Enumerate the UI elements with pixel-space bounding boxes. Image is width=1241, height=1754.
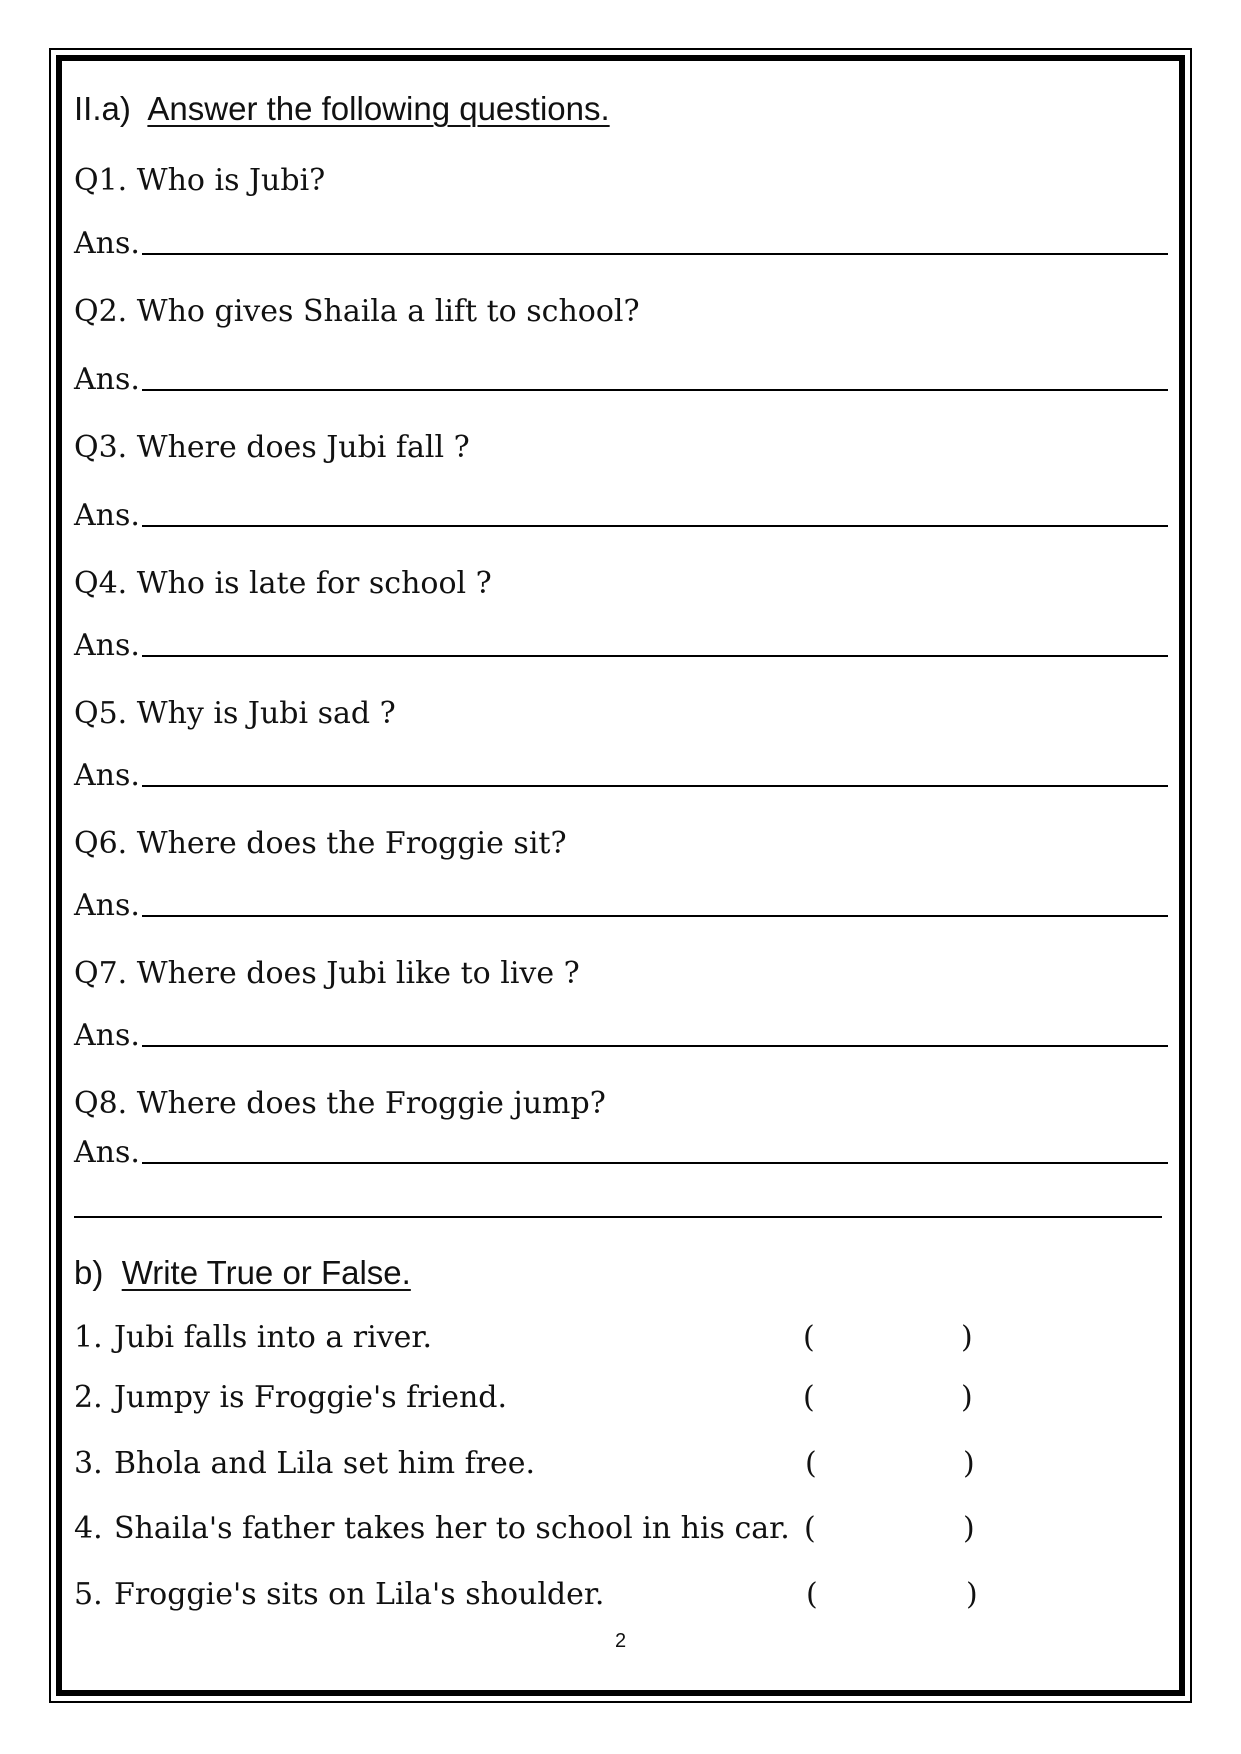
answer-box-close-3[interactable]: ) <box>963 1446 975 1481</box>
answer-box-open-4[interactable]: ( <box>804 1511 816 1546</box>
answer-line-1[interactable] <box>74 226 1168 261</box>
section-a-heading <box>74 90 610 128</box>
true-false-item-1 <box>74 1320 432 1355</box>
item-number: 2. <box>74 1380 103 1415</box>
question-2: Q2. Who gives Shaila a lift to school? <box>74 294 640 329</box>
item-text: Shaila's father takes her to school in his car. <box>114 1511 790 1546</box>
answer-prefix: Ans. <box>74 758 140 793</box>
answer-box-open-2[interactable]: ( <box>803 1380 815 1415</box>
true-false-item-2 <box>74 1380 507 1415</box>
item-number: 4. <box>74 1511 103 1546</box>
answer-line-6[interactable] <box>74 888 1168 923</box>
answer-prefix: Ans. <box>74 498 140 533</box>
item-number: 1. <box>74 1320 103 1355</box>
answer-prefix: Ans. <box>74 226 140 261</box>
question-7: Q7. Where does Jubi like to live ? <box>74 956 580 991</box>
section-b-title: Write True or False. <box>121 1254 411 1291</box>
answer-box-open-5[interactable]: ( <box>806 1577 818 1612</box>
answer-line-3[interactable] <box>74 498 1168 533</box>
section-a-label: II.a) <box>74 90 131 127</box>
answer-prefix: Ans. <box>74 1135 140 1170</box>
question-4: Q4. Who is late for school ? <box>74 566 492 601</box>
answer-line-5[interactable] <box>74 758 1168 793</box>
answer-prefix: Ans. <box>74 362 140 397</box>
answer-box-close-5[interactable]: ) <box>966 1577 978 1612</box>
answer-box-open-3[interactable]: ( <box>805 1446 817 1481</box>
item-text: Froggie's sits on Lila's shoulder. <box>114 1577 605 1612</box>
true-false-item-3 <box>74 1446 535 1481</box>
question-1: Q1. Who is Jubi? <box>74 163 326 198</box>
answer-line-8-continuation[interactable] <box>74 1216 1162 1218</box>
answer-line-8[interactable] <box>74 1135 1168 1170</box>
answer-prefix: Ans. <box>74 888 140 923</box>
true-false-item-5 <box>74 1577 604 1612</box>
section-b-label: b) <box>74 1254 104 1291</box>
section-a-title: Answer the following questions. <box>147 90 610 127</box>
answer-prefix: Ans. <box>74 1018 140 1053</box>
item-text: Jumpy is Froggie's friend. <box>114 1380 508 1415</box>
item-text: Jubi falls into a river. <box>114 1320 433 1355</box>
question-8: Q8. Where does the Froggie jump? <box>74 1086 606 1121</box>
question-6: Q6. Where does the Froggie sit? <box>74 826 567 861</box>
answer-line-7[interactable] <box>74 1018 1168 1053</box>
question-5: Q5. Why is Jubi sad ? <box>74 696 396 731</box>
answer-line-4[interactable] <box>74 628 1168 663</box>
question-3: Q3. Where does Jubi fall ? <box>74 430 470 465</box>
answer-box-open-1[interactable]: ( <box>803 1320 815 1355</box>
item-number: 3. <box>74 1446 103 1481</box>
answer-box-close-4[interactable]: ) <box>963 1511 975 1546</box>
item-text: Bhola and Lila set him free. <box>114 1446 536 1481</box>
true-false-item-4 <box>74 1511 790 1546</box>
answer-box-close-2[interactable]: ) <box>961 1380 973 1415</box>
answer-prefix: Ans. <box>74 628 140 663</box>
item-number: 5. <box>74 1577 103 1612</box>
section-b-heading <box>74 1254 411 1292</box>
answer-box-close-1[interactable]: ) <box>961 1320 973 1355</box>
page-number: 2 <box>614 1630 627 1652</box>
answer-line-2[interactable] <box>74 362 1168 397</box>
